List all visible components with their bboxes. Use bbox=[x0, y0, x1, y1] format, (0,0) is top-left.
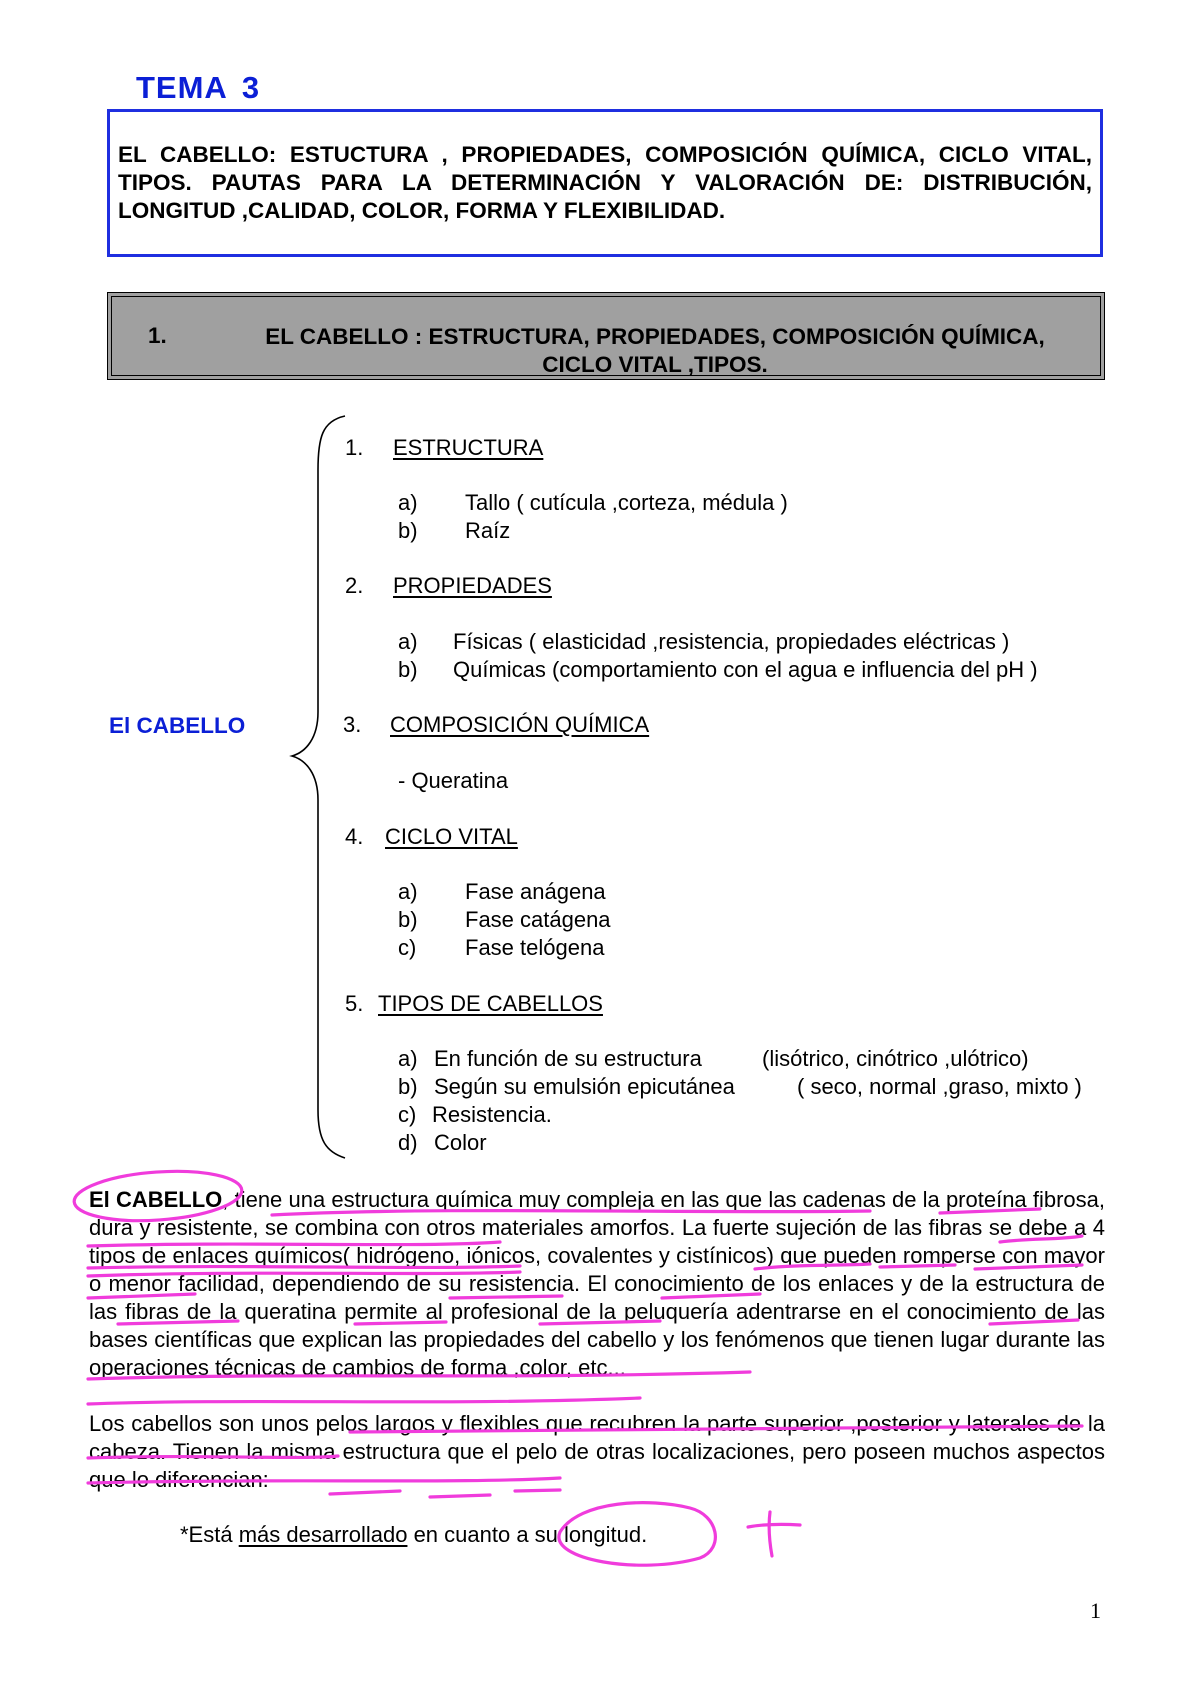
section-title-line1: EL CABELLO : ESTRUCTURA, PROPIEDADES, COMPOSICIÓN QUÍMICA, bbox=[265, 324, 1045, 349]
body-paragraph-3 bbox=[180, 1521, 647, 1549]
tema-number: 3 bbox=[241, 70, 261, 105]
group-1-item-a-marker: a) bbox=[398, 490, 418, 515]
body-p3-pre: *Está bbox=[180, 1522, 239, 1547]
group-1-heading: ESTRUCTURA bbox=[393, 435, 544, 460]
group-1-item-a: Tallo ( cutícula ,corteza, médula ) bbox=[465, 490, 788, 515]
group-4-number: 4. bbox=[345, 824, 364, 849]
group-1-number: 1. bbox=[345, 435, 364, 460]
section-title-line2: CICLO VITAL ,TIPOS. bbox=[542, 352, 768, 377]
group-5-item-b: Según su emulsión epicutánea bbox=[434, 1074, 735, 1099]
group-5-number: 5. bbox=[345, 991, 364, 1016]
group-5-item-c-marker: c) bbox=[398, 1102, 417, 1127]
tema-heading bbox=[136, 70, 260, 106]
group-2-item-a: Físicas ( elasticidad ,resistencia, propiedades eléctricas ) bbox=[453, 629, 1010, 654]
group-2-item-a-marker: a) bbox=[398, 629, 418, 654]
title-box bbox=[107, 109, 1103, 257]
group-2-item-b-marker: b) bbox=[398, 657, 418, 682]
group-5-item-d: Color bbox=[434, 1130, 487, 1155]
body-bold-lead: El CABELLO bbox=[89, 1187, 223, 1212]
group-4-item-c-marker: c) bbox=[398, 935, 417, 960]
body-p3-underlined: más desarrollado bbox=[238, 1522, 408, 1547]
group-5-item-c: Resistencia. bbox=[432, 1102, 552, 1127]
group-5-item-a-marker: a) bbox=[398, 1046, 418, 1071]
group-3-item: - Queratina bbox=[398, 768, 509, 793]
body-p3-post: en cuanto a su longitud. bbox=[407, 1522, 648, 1547]
tema-label: TEMA bbox=[136, 70, 228, 105]
body-paragraph-2-text: Los cabellos son unos pelos largos y flexibles que recubren la parte superior ,posterior y laterales de la cabeza. Tienen la misma estructura que el pelo de otras localizaciones, pero poseen muchos aspectos que lo diferencian: bbox=[89, 1411, 1105, 1492]
section-title bbox=[226, 323, 1084, 379]
group-4-heading: CICLO VITAL bbox=[385, 824, 518, 849]
group-5-item-a: En función de su estructura bbox=[434, 1046, 702, 1071]
body-paragraph-1-text: , tiene una estructura química muy compleja en las que las cadenas de la proteína fibrosa, dura y resistente, se combina con otros materiales amorfos. La fuerte sujeción de las fibras se debe a 4 tipos de enlaces químicos( hidrógeno, iónicos, covalentes y cistínicos) que pueden romperse con mayor o menor facilidad, dependiendo de su resistencia. El conocimiento de los enlaces y de la estructura de las fibras de la queratina permite al profesional de la peluquería adentrarse en el conocimiento de las bases científicas que explican las propiedades del cabello y los fenómenos que tienen lugar durante las operaciones técnicas de cambios de forma ,color, etc... bbox=[89, 1187, 1105, 1380]
group-5-heading: TIPOS DE CABELLOS bbox=[378, 991, 603, 1016]
group-5-item-b-detail: ( seco, normal ,graso, mixto ) bbox=[797, 1074, 1082, 1099]
group-4-item-b: Fase catágena bbox=[465, 907, 611, 932]
body-paragraph-1 bbox=[89, 1186, 1105, 1382]
group-1-item-b-marker: b) bbox=[398, 518, 418, 543]
group-5-item-a-detail: (lisótrico, cinótrico ,ulótrico) bbox=[762, 1046, 1029, 1071]
group-4-item-a-marker: a) bbox=[398, 879, 418, 904]
body-paragraph-2 bbox=[89, 1410, 1105, 1494]
group-2-heading: PROPIEDADES bbox=[393, 573, 552, 598]
group-3-number: 3. bbox=[343, 712, 362, 737]
group-1-item-b: Raíz bbox=[465, 518, 511, 543]
group-4-item-a: Fase anágena bbox=[465, 879, 606, 904]
group-4-item-b-marker: b) bbox=[398, 907, 418, 932]
group-5-item-d-marker: d) bbox=[398, 1130, 418, 1155]
group-3-heading: COMPOSICIÓN QUÍMICA bbox=[390, 712, 650, 737]
group-4-item-c: Fase telógena bbox=[465, 935, 605, 960]
plus-sign-horizontal bbox=[748, 1524, 800, 1527]
section-header-box bbox=[107, 292, 1105, 380]
page-number: 1 bbox=[1090, 1598, 1101, 1623]
scheme-label: El CABELLO bbox=[109, 713, 246, 738]
group-2-number: 2. bbox=[345, 573, 364, 598]
group-5-item-b-marker: b) bbox=[398, 1074, 418, 1099]
group-2-item-b: Químicas (comportamiento con el agua e influencia del pH ) bbox=[453, 657, 1038, 682]
document-title: EL CABELLO: ESTUCTURA , PROPIEDADES, COMPOSICIÓN QUÍMICA, CICLO VITAL, TIPOS. PAUTAS PARA LA DETERMINACIÓN Y VALORACIÓN DE: DISTRIBUCIÓN, LONGITUD ,CALIDAD, COLOR, FORMA Y FLEXIBILIDAD. bbox=[118, 142, 1092, 223]
section-number: 1. bbox=[148, 323, 167, 348]
